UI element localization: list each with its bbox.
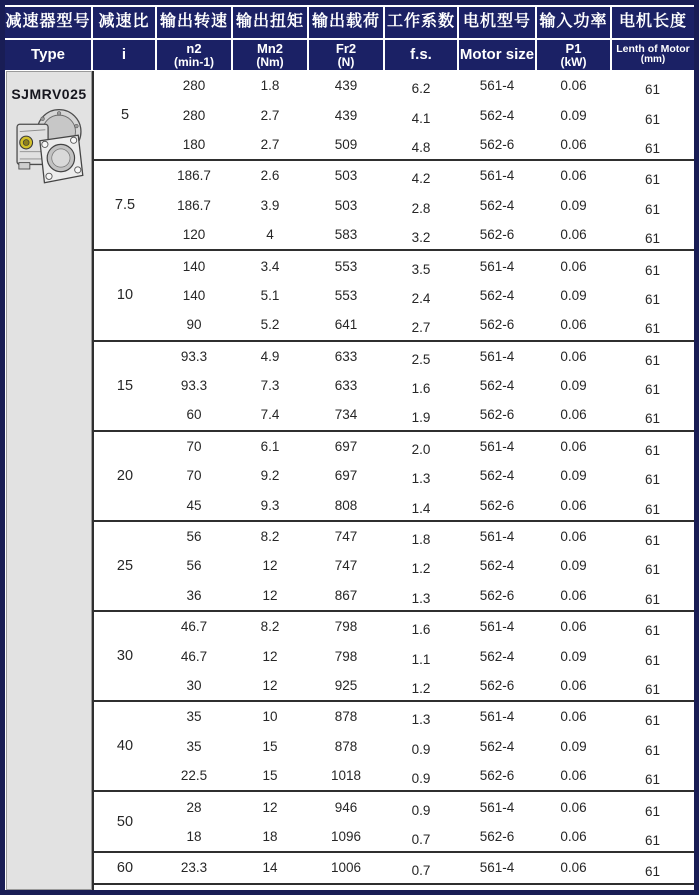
- cell-fs: 2.8: [411, 200, 431, 216]
- col-header-speed-en: [157, 40, 231, 70]
- cell-motor-length: 61: [644, 623, 661, 639]
- cell-p1: 0.06: [560, 317, 587, 333]
- table-row: [156, 702, 694, 731]
- cell-motor-size: 562-4: [479, 558, 515, 574]
- ratio-group: [94, 612, 694, 702]
- table-row: [156, 281, 694, 310]
- group-rows: [156, 792, 694, 851]
- cell-motor-length: 61: [644, 442, 661, 458]
- cell-mn2: 4.9: [260, 348, 280, 364]
- cell-fr2: 503: [334, 197, 358, 213]
- cell-n2: 46.7: [180, 619, 208, 635]
- table-row: [156, 761, 694, 790]
- cell-fs: 1.3: [411, 590, 431, 606]
- table-row: [156, 792, 694, 821]
- cell-motor-size: 562-6: [479, 828, 515, 844]
- cell-p1: 0.06: [560, 768, 587, 784]
- cell-fs: 4.1: [411, 110, 431, 126]
- cell-fs: 0.9: [411, 741, 431, 757]
- group-rows: [156, 342, 694, 430]
- cell-p1: 0.06: [560, 619, 587, 635]
- cell-fr2: 747: [334, 529, 358, 545]
- cell-fr2: 697: [334, 468, 358, 484]
- col-header-load-en: [309, 40, 383, 70]
- cell-fr2: 1096: [330, 828, 362, 844]
- ratio-value: 10: [116, 287, 134, 304]
- cell-p1: 0.06: [560, 497, 587, 513]
- cell-motor-length: 61: [644, 411, 661, 427]
- cell-fr2: 878: [334, 738, 358, 754]
- cell-fr2: 747: [334, 558, 358, 574]
- cell-motor-size: 561-4: [479, 258, 515, 274]
- col-header-type-en: Type: [5, 40, 91, 70]
- cell-n2: 22.5: [180, 768, 208, 784]
- table-row: [156, 461, 694, 490]
- cell-motor-size: 561-4: [479, 168, 515, 184]
- cell-motor-length: 61: [644, 591, 661, 607]
- col-header-type-zh: 减速器型号: [5, 7, 91, 38]
- cell-fr2: 878: [334, 709, 358, 725]
- ratio-group: [94, 853, 694, 884]
- product-model: SJMRV025: [11, 86, 87, 102]
- col-header-motorlength-zh: 电机长度: [612, 7, 694, 38]
- cell-fs: 1.6: [411, 381, 431, 397]
- cell-motor-length: 61: [644, 864, 661, 880]
- cell-fr2: 633: [334, 348, 358, 364]
- cell-p1: 0.09: [560, 287, 587, 303]
- cell-n2: 93.3: [180, 378, 208, 394]
- cell-fr2: 1018: [330, 768, 362, 784]
- group-rows: [156, 71, 694, 159]
- table-row: [156, 161, 694, 190]
- cell-motor-size: 562-4: [479, 287, 515, 303]
- cell-p1: 0.06: [560, 227, 587, 243]
- cell-motor-length: 61: [644, 382, 661, 398]
- cell-fs: 1.8: [411, 532, 431, 548]
- col-header-ratio-en: i: [93, 40, 155, 70]
- group-rows: [156, 432, 694, 520]
- cell-n2: 35: [186, 738, 202, 754]
- product-column: [6, 71, 92, 890]
- cell-motor-size: 561-4: [479, 860, 515, 876]
- table-row: [156, 310, 694, 339]
- cell-mn2: 12: [262, 799, 278, 815]
- col-header-power-symbol: P1: [565, 40, 582, 56]
- col-header-torque-zh: 输出扭矩: [233, 7, 307, 38]
- table-row: [156, 100, 694, 129]
- ratio-group: [94, 792, 694, 853]
- cell-motor-size: 562-6: [479, 407, 515, 423]
- ratio-group: [94, 432, 694, 522]
- cell-p1: 0.09: [560, 738, 587, 754]
- cell-mn2: 7.4: [260, 407, 280, 423]
- cell-motor-length: 61: [644, 832, 661, 848]
- cell-motor-size: 562-6: [479, 497, 515, 513]
- cell-fs: 1.4: [411, 500, 431, 516]
- cell-p1: 0.06: [560, 168, 587, 184]
- cell-p1: 0.09: [560, 197, 587, 213]
- group-rows: [156, 853, 694, 882]
- cell-n2: 140: [182, 287, 206, 303]
- cell-fr2: 439: [334, 78, 358, 94]
- group-rows: [156, 522, 694, 610]
- col-header-torque-en: [233, 40, 307, 70]
- cell-fr2: 697: [334, 438, 358, 454]
- cell-fs: 3.2: [411, 230, 431, 246]
- cell-fr2: 808: [334, 497, 358, 513]
- cell-fr2: 641: [334, 317, 358, 333]
- table-row: [156, 371, 694, 400]
- cell-motor-size: 561-4: [479, 709, 515, 725]
- cell-motor-length: 61: [644, 652, 661, 668]
- cell-mn2: 14: [262, 860, 278, 876]
- cell-n2: 180: [182, 136, 206, 152]
- cell-p1: 0.09: [560, 468, 587, 484]
- col-header-speed-symbol: n2: [186, 40, 202, 56]
- col-header-power-zh: 输入功率: [537, 7, 610, 38]
- ratio-value: 60: [116, 859, 134, 876]
- cell-mn2: 9.3: [260, 497, 280, 513]
- cell-fs: 1.3: [411, 471, 431, 487]
- header-row-english: [5, 40, 694, 70]
- cell-fs: 6.2: [411, 81, 431, 97]
- cell-fr2: 439: [334, 107, 358, 123]
- cell-motor-length: 61: [644, 172, 661, 188]
- cell-p1: 0.09: [560, 648, 587, 664]
- cell-p1: 0.06: [560, 407, 587, 423]
- cell-motor-size: 562-4: [479, 197, 515, 213]
- cell-motor-length: 61: [644, 140, 661, 156]
- cell-p1: 0.09: [560, 378, 587, 394]
- ratio-value: 50: [116, 813, 134, 830]
- table-row: [156, 251, 694, 280]
- cell-n2: 35: [186, 709, 202, 725]
- col-header-motorlength-unit: (mm): [640, 54, 666, 66]
- cell-n2: 56: [186, 558, 202, 574]
- cell-fs: 1.1: [411, 651, 431, 667]
- table-row: [156, 641, 694, 670]
- cell-fs: 2.5: [411, 351, 431, 367]
- cell-mn2: 2.6: [260, 168, 280, 184]
- cell-fr2: 734: [334, 407, 358, 423]
- cell-fs: 3.5: [411, 261, 431, 277]
- cell-fs: 2.0: [411, 441, 431, 457]
- cell-mn2: 10: [262, 709, 278, 725]
- cell-motor-size: 562-6: [479, 227, 515, 243]
- table-row: [156, 342, 694, 371]
- cell-fr2: 553: [334, 287, 358, 303]
- cell-n2: 28: [186, 799, 202, 815]
- cell-p1: 0.06: [560, 799, 587, 815]
- cell-motor-length: 61: [644, 472, 661, 488]
- table-row: [156, 220, 694, 249]
- ratio-group: [94, 702, 694, 792]
- ratio-value: 30: [116, 648, 134, 665]
- cell-motor-length: 61: [644, 562, 661, 578]
- col-header-ratio-zh: 减速比: [93, 7, 155, 38]
- cell-n2: 93.3: [180, 348, 208, 364]
- cell-fs: 1.2: [411, 561, 431, 577]
- cell-motor-size: 561-4: [479, 799, 515, 815]
- cell-motor-length: 61: [644, 501, 661, 517]
- table-body: [5, 70, 694, 890]
- cell-motor-length: 61: [644, 201, 661, 217]
- cell-motor-size: 562-4: [479, 378, 515, 394]
- cell-fr2: 503: [334, 168, 358, 184]
- cell-n2: 90: [186, 317, 202, 333]
- group-rows: [156, 161, 694, 249]
- table-row: [156, 400, 694, 429]
- cell-fr2: 925: [334, 678, 358, 693]
- cell-fs: 0.7: [411, 831, 431, 847]
- table-row: [156, 732, 694, 761]
- cell-motor-size: 562-4: [479, 738, 515, 754]
- ratio-value: 40: [116, 738, 134, 755]
- cell-fr2: 633: [334, 378, 358, 394]
- cell-motor-size: 561-4: [479, 438, 515, 454]
- cell-mn2: 8.2: [260, 619, 280, 635]
- cell-mn2: 18: [262, 828, 278, 844]
- cell-p1: 0.06: [560, 709, 587, 725]
- cell-motor-length: 61: [644, 111, 661, 127]
- group-rows: [156, 702, 694, 790]
- cell-mn2: 4: [266, 227, 274, 243]
- cell-fs: 1.3: [411, 712, 431, 728]
- cell-motor-size: 562-6: [479, 678, 515, 693]
- cell-mn2: 15: [262, 738, 278, 754]
- group-rows: [156, 251, 694, 339]
- cell-motor-size: 562-4: [479, 468, 515, 484]
- cell-motor-length: 61: [644, 291, 661, 307]
- col-header-power-en: [537, 40, 610, 70]
- cell-fs: 4.8: [411, 139, 431, 155]
- cell-n2: 120: [182, 227, 206, 243]
- cell-mn2: 5.1: [260, 287, 280, 303]
- cell-n2: 18: [186, 828, 202, 844]
- cell-mn2: 2.7: [260, 136, 280, 152]
- cell-mn2: 12: [262, 648, 278, 664]
- col-header-servicefactor-zh: 工作系数: [385, 7, 457, 38]
- cell-motor-size: 562-6: [479, 317, 515, 333]
- col-header-load-unit: (N): [337, 54, 355, 69]
- cell-n2: 280: [182, 78, 206, 94]
- cell-mn2: 15: [262, 768, 278, 784]
- cell-motor-length: 61: [644, 262, 661, 278]
- cell-motor-length: 61: [644, 772, 661, 788]
- table-row: [156, 71, 694, 100]
- cell-fs: 1.2: [411, 681, 431, 696]
- header-row-chinese: [5, 7, 694, 38]
- cell-fr2: 946: [334, 799, 358, 815]
- ratio-group: [94, 522, 694, 612]
- cell-p1: 0.06: [560, 78, 587, 94]
- cell-fs: 1.9: [411, 410, 431, 426]
- cell-n2: 186.7: [177, 168, 211, 184]
- cell-n2: 30: [186, 678, 202, 693]
- ratio-value: 15: [116, 377, 134, 394]
- col-header-motorlength-label: Lenth of Motor: [616, 43, 690, 56]
- ratio-group: [94, 71, 694, 161]
- cell-fr2: 867: [334, 587, 358, 603]
- table-header: [5, 5, 694, 70]
- cell-mn2: 5.2: [260, 317, 280, 333]
- cell-motor-size: 562-6: [479, 136, 515, 152]
- cell-fr2: 509: [334, 136, 358, 152]
- cell-motor-size: 562-4: [479, 107, 515, 123]
- cell-n2: 70: [186, 468, 202, 484]
- col-header-motorsize-zh: 电机型号: [459, 7, 535, 38]
- cell-fs: 1.6: [411, 622, 431, 638]
- table-row: [156, 130, 694, 159]
- cell-fs: 0.7: [411, 863, 431, 879]
- cell-motor-length: 61: [644, 533, 661, 549]
- cell-mn2: 3.4: [260, 258, 280, 274]
- cell-mn2: 12: [262, 587, 278, 603]
- cell-motor-length: 61: [644, 231, 661, 247]
- col-header-torque-unit: (Nm): [256, 54, 284, 69]
- cell-motor-size: 561-4: [479, 529, 515, 545]
- cell-n2: 36: [186, 587, 202, 603]
- col-header-speed-zh: 输出转速: [157, 7, 231, 38]
- ratio-value: 7.5: [114, 197, 136, 214]
- cell-n2: 186.7: [177, 197, 211, 213]
- table-row: [156, 671, 694, 700]
- cell-fs: 0.9: [411, 771, 431, 787]
- cell-mn2: 3.9: [260, 197, 280, 213]
- cell-p1: 0.06: [560, 678, 587, 693]
- cell-n2: 60: [186, 407, 202, 423]
- data-groups: [94, 71, 694, 890]
- cell-mn2: 1.8: [260, 78, 280, 94]
- cell-p1: 0.06: [560, 258, 587, 274]
- cell-fr2: 553: [334, 258, 358, 274]
- ratio-group: [94, 161, 694, 251]
- table-row: [156, 551, 694, 580]
- cell-p1: 0.06: [560, 438, 587, 454]
- cell-motor-length: 61: [644, 352, 661, 368]
- cell-fr2: 798: [334, 619, 358, 635]
- col-header-torque-symbol: Mn2: [257, 40, 283, 56]
- group-rows: [156, 612, 694, 700]
- col-header-motorsize-en: Motor size: [459, 40, 535, 70]
- table-row: [156, 853, 694, 882]
- cell-motor-length: 61: [644, 713, 661, 729]
- ratio-group: [94, 251, 694, 341]
- cell-n2: 56: [186, 529, 202, 545]
- cell-p1: 0.06: [560, 136, 587, 152]
- col-header-power-unit: (kW): [560, 54, 587, 69]
- col-header-load-zh: 输出载荷: [309, 7, 383, 38]
- cell-mn2: 12: [262, 678, 278, 693]
- col-header-speed-unit: (min-1): [174, 54, 214, 69]
- ratio-group: [94, 342, 694, 432]
- ratio-value: 5: [120, 107, 130, 124]
- cell-p1: 0.06: [560, 529, 587, 545]
- cell-motor-length: 61: [644, 321, 661, 337]
- cell-mn2: 12: [262, 558, 278, 574]
- cell-mn2: 2.7: [260, 107, 280, 123]
- table-row: [156, 581, 694, 610]
- cell-p1: 0.06: [560, 587, 587, 603]
- cell-fr2: 798: [334, 648, 358, 664]
- table-row: [156, 490, 694, 519]
- cell-motor-size: 562-4: [479, 648, 515, 664]
- table-row: [156, 191, 694, 220]
- cell-n2: 140: [182, 258, 206, 274]
- cell-n2: 45: [186, 497, 202, 513]
- cell-fs: 2.7: [411, 320, 431, 336]
- cell-motor-length: 61: [644, 742, 661, 758]
- cell-p1: 0.09: [560, 558, 587, 574]
- cell-p1: 0.06: [560, 828, 587, 844]
- cell-motor-size: 561-4: [479, 348, 515, 364]
- gearbox-image: [12, 106, 86, 190]
- col-header-load-symbol: Fr2: [335, 40, 357, 56]
- cell-mn2: 9.2: [260, 468, 280, 484]
- cell-motor-length: 61: [644, 82, 661, 98]
- cell-mn2: 7.3: [260, 378, 280, 394]
- cell-fs: 0.9: [411, 802, 431, 818]
- cell-motor-length: 61: [644, 803, 661, 819]
- cell-p1: 0.06: [560, 860, 587, 876]
- col-header-motorlength-en: [612, 40, 694, 70]
- table-row: [156, 522, 694, 551]
- cell-motor-size: 561-4: [479, 78, 515, 94]
- cell-p1: 0.06: [560, 348, 587, 364]
- table-row: [156, 432, 694, 461]
- ratio-value: 25: [116, 557, 134, 574]
- cell-p1: 0.09: [560, 107, 587, 123]
- cell-motor-size: 561-4: [479, 619, 515, 635]
- cell-n2: 23.3: [180, 860, 208, 876]
- cell-mn2: 8.2: [260, 529, 280, 545]
- cell-n2: 46.7: [180, 648, 208, 664]
- table-row: [156, 822, 694, 851]
- cell-fr2: 583: [334, 227, 358, 243]
- table-row: [156, 612, 694, 641]
- col-header-servicefactor-en: f.s.: [385, 40, 457, 70]
- cell-motor-size: 562-6: [479, 768, 515, 784]
- cell-fs: 4.2: [411, 171, 431, 187]
- cell-motor-length: 61: [644, 682, 661, 697]
- cell-fs: 2.4: [411, 290, 431, 306]
- cell-motor-size: 562-6: [479, 587, 515, 603]
- cell-n2: 70: [186, 438, 202, 454]
- ratio-value: 20: [116, 467, 134, 484]
- cell-mn2: 6.1: [260, 438, 280, 454]
- cell-n2: 280: [182, 107, 206, 123]
- cell-fr2: 1006: [330, 860, 362, 876]
